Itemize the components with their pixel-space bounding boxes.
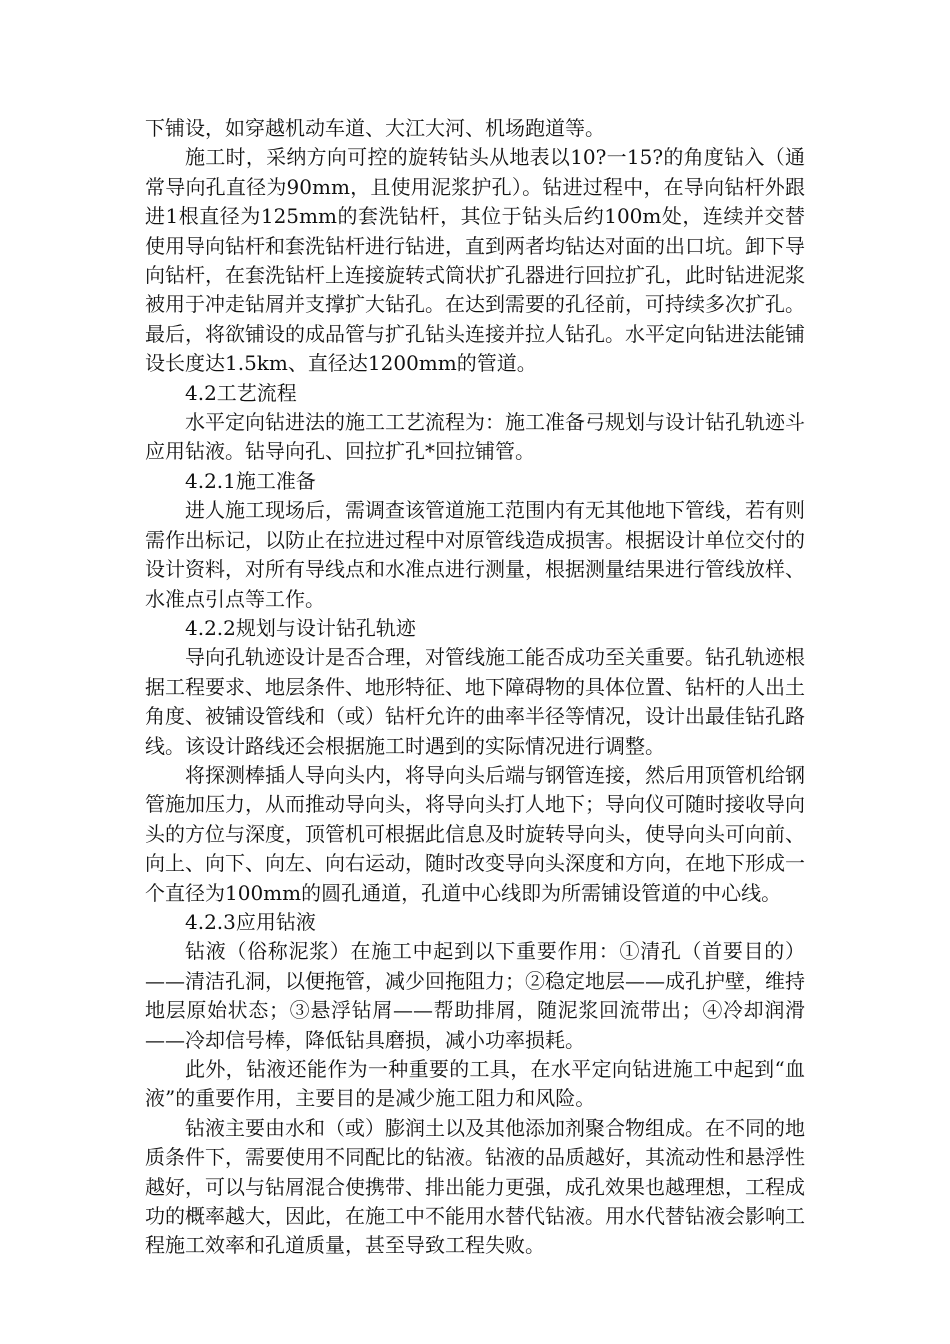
section-heading-4-2-2: 4.2.2规划与设计钻孔轨迹 — [185, 615, 416, 640]
paragraph-preparation: 进人施工现场后，需调查该管道施工范围内有无其他地下管线，若有则需作出标记，以防止在拉进过程中对原管线造成损害。根据设计单位交付的设计资料，对所有导线点和水准点进行测量，根据测量结果进行管线放样、水准点引点等工作。 — [145, 498, 805, 611]
paragraph-drilling-fluid-composition: 钻液主要由水和（或）膨润土以及其他添加剂聚合物组成。在不同的地质条件下，需要使用不同配比的钻液。钻液的品质越好，其流动性和悬浮性越好，可以与钻屑混合使携带、排出能力更强，成孔效果也越理想，工程成功的概率越大，因此，在施工中不能用水替代钻液。用水代替钻液会影响工程施工效率和孔道质量，甚至导致工程失败。 — [145, 1115, 805, 1258]
paragraph-continuation: 下铺设，如穿越机动车道、大江大河、机场跑道等。 — [145, 116, 605, 140]
paragraph-process-flow: 水平定向钻进法的施工工艺流程为：施工准备弓规划与设计钻孔轨迹斗应用钻液。钻导向孔、回拉扩孔*回拉铺管。 — [145, 410, 805, 464]
paragraph-construction-method: 施工时，采纳方向可控的旋转钻头从地表以10?一15?的角度钻入（通常导向孔直径为90mm，且使用泥浆护孔）。钻进过程中，在导向钻杆外跟进1根直径为125mm的套洗钻杆，其位于钻头后约100m处，连续并交替使用导向钻杆和套洗钻杆进行钻进，直到两者均钻达对面的出口坑。卸下导向钻杆，在套洗钻杆上连接旋转式筒状扩孔器进行回拉扩孔，此时钻进泥浆被用于冲走钻屑并支撑扩大钻孔。在达到需要的孔径前，可持续多次扩孔。最后，将欲铺设的成品管与扩孔钻头连接并拉人钻孔。水平定向钻进法能铺设长度达1.5km、直径达1200mm的管道。 — [145, 145, 805, 376]
paragraph-drilling-fluid-functions: 钻液（俗称泥浆）在施工中起到以下重要作用：①清孔（首要目的）——清洁孔洞，以便拖管，减少回拖阻力；②稳定地层——成孔护壁，维持地层原始状态；③悬浮钻屑——帮助排屑，随泥浆回流带出；④冷却润滑——冷却信号棒，降低钻具磨损，减小功率损耗。 — [145, 939, 805, 1052]
paragraph-trajectory-design: 导向孔轨迹设计是否合理，对管线施工能否成功至关重要。钻孔轨迹根据工程要求、地层条件、地形特征、地下障碍物的具体位置、钻杆的人出土角度、被铺设管线和（或）钻杆允许的曲率半径等情况，设计出最佳钻孔路线。该设计路线还会根据施工时遇到的实际情况进行调整。 — [145, 645, 805, 758]
section-heading-4-2: 4.2工艺流程 — [185, 380, 297, 405]
paragraph-drilling-fluid-tool: 此外，钻液还能作为一种重要的工具，在水平定向钻进施工中起到“血液”的重要作用，主要目的是减少施工阻力和风险。 — [145, 1057, 805, 1111]
document-page — [145, 114, 805, 1261]
paragraph-guide-head: 将探测棒插人导向头内，将导向头后端与钢管连接，然后用顶管机给钢管施加压力，从而推动导向头，将导向头打人地下；导向仪可随时接收导向头的方位与深度，顶管机可根据此信息及时旋转导向头，使导向头可向前、向上、向下、向左、向右运动，随时改变导向头深度和方向，在地下形成一个直径为100mm的圆孔通道，孔道中心线即为所需铺设管道的中心线。 — [145, 762, 805, 905]
section-heading-4-2-1: 4.2.1施工准备 — [185, 468, 316, 493]
section-heading-4-2-3: 4.2.3应用钻液 — [185, 909, 316, 934]
